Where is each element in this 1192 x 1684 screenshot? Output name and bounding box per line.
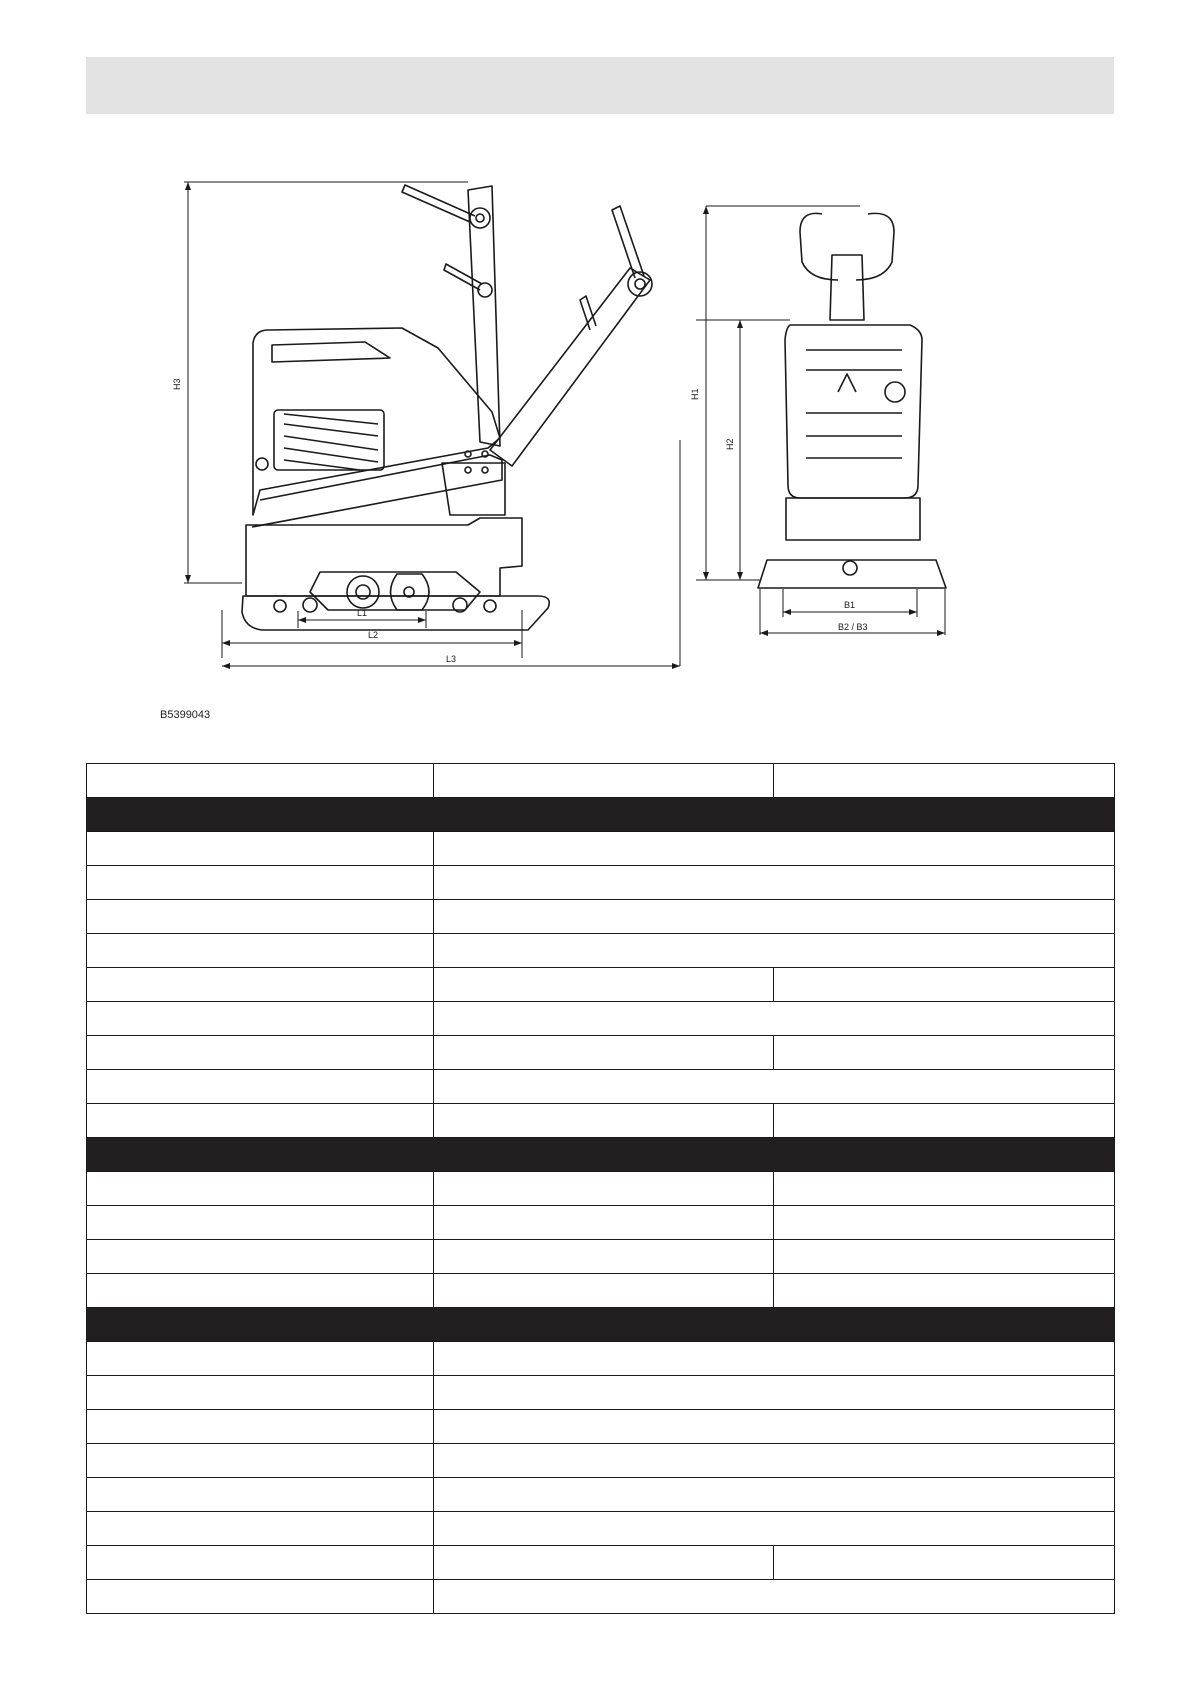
table-row [87, 1206, 1115, 1240]
label-b1: B1 [844, 600, 856, 610]
header-band [86, 57, 1114, 114]
table-section-row [87, 1138, 1115, 1172]
table-row [87, 1376, 1115, 1410]
table-row [87, 1070, 1115, 1104]
table-row [87, 866, 1115, 900]
label-b2-b3: B2 / B3 [838, 622, 868, 632]
label-l1: L1 [357, 608, 368, 618]
label-h2: H2 [725, 438, 735, 450]
table-row [87, 1036, 1115, 1070]
table-row [87, 1002, 1115, 1036]
table-row [87, 1172, 1115, 1206]
label-l2: L2 [368, 630, 379, 640]
drawing-code: B5399043 [160, 709, 211, 721]
table-row [87, 1478, 1115, 1512]
label-l3: L3 [446, 654, 457, 664]
table-row [87, 1512, 1115, 1546]
folded-handle [490, 268, 650, 466]
table-row [87, 1342, 1115, 1376]
table-row [87, 1240, 1115, 1274]
table-row-header [87, 764, 1115, 798]
table-section-row [87, 798, 1115, 832]
table-row [87, 1546, 1115, 1580]
technical-drawing [150, 180, 1050, 740]
label-h3: H3 [172, 378, 182, 390]
table-row [87, 934, 1115, 968]
table-row [87, 832, 1115, 866]
front-hood [785, 325, 922, 498]
table-row [87, 1444, 1115, 1478]
table-row [87, 900, 1115, 934]
base-plate [242, 596, 549, 630]
table-row [87, 1410, 1115, 1444]
label-h1: H1 [690, 388, 700, 400]
table-row [87, 968, 1115, 1002]
spec-table [86, 763, 1115, 1614]
table-row [87, 1580, 1115, 1614]
table-row [87, 1104, 1115, 1138]
compactor-drawing-svg [150, 180, 1050, 740]
table-row [87, 1274, 1115, 1308]
table-section-row [87, 1308, 1115, 1342]
